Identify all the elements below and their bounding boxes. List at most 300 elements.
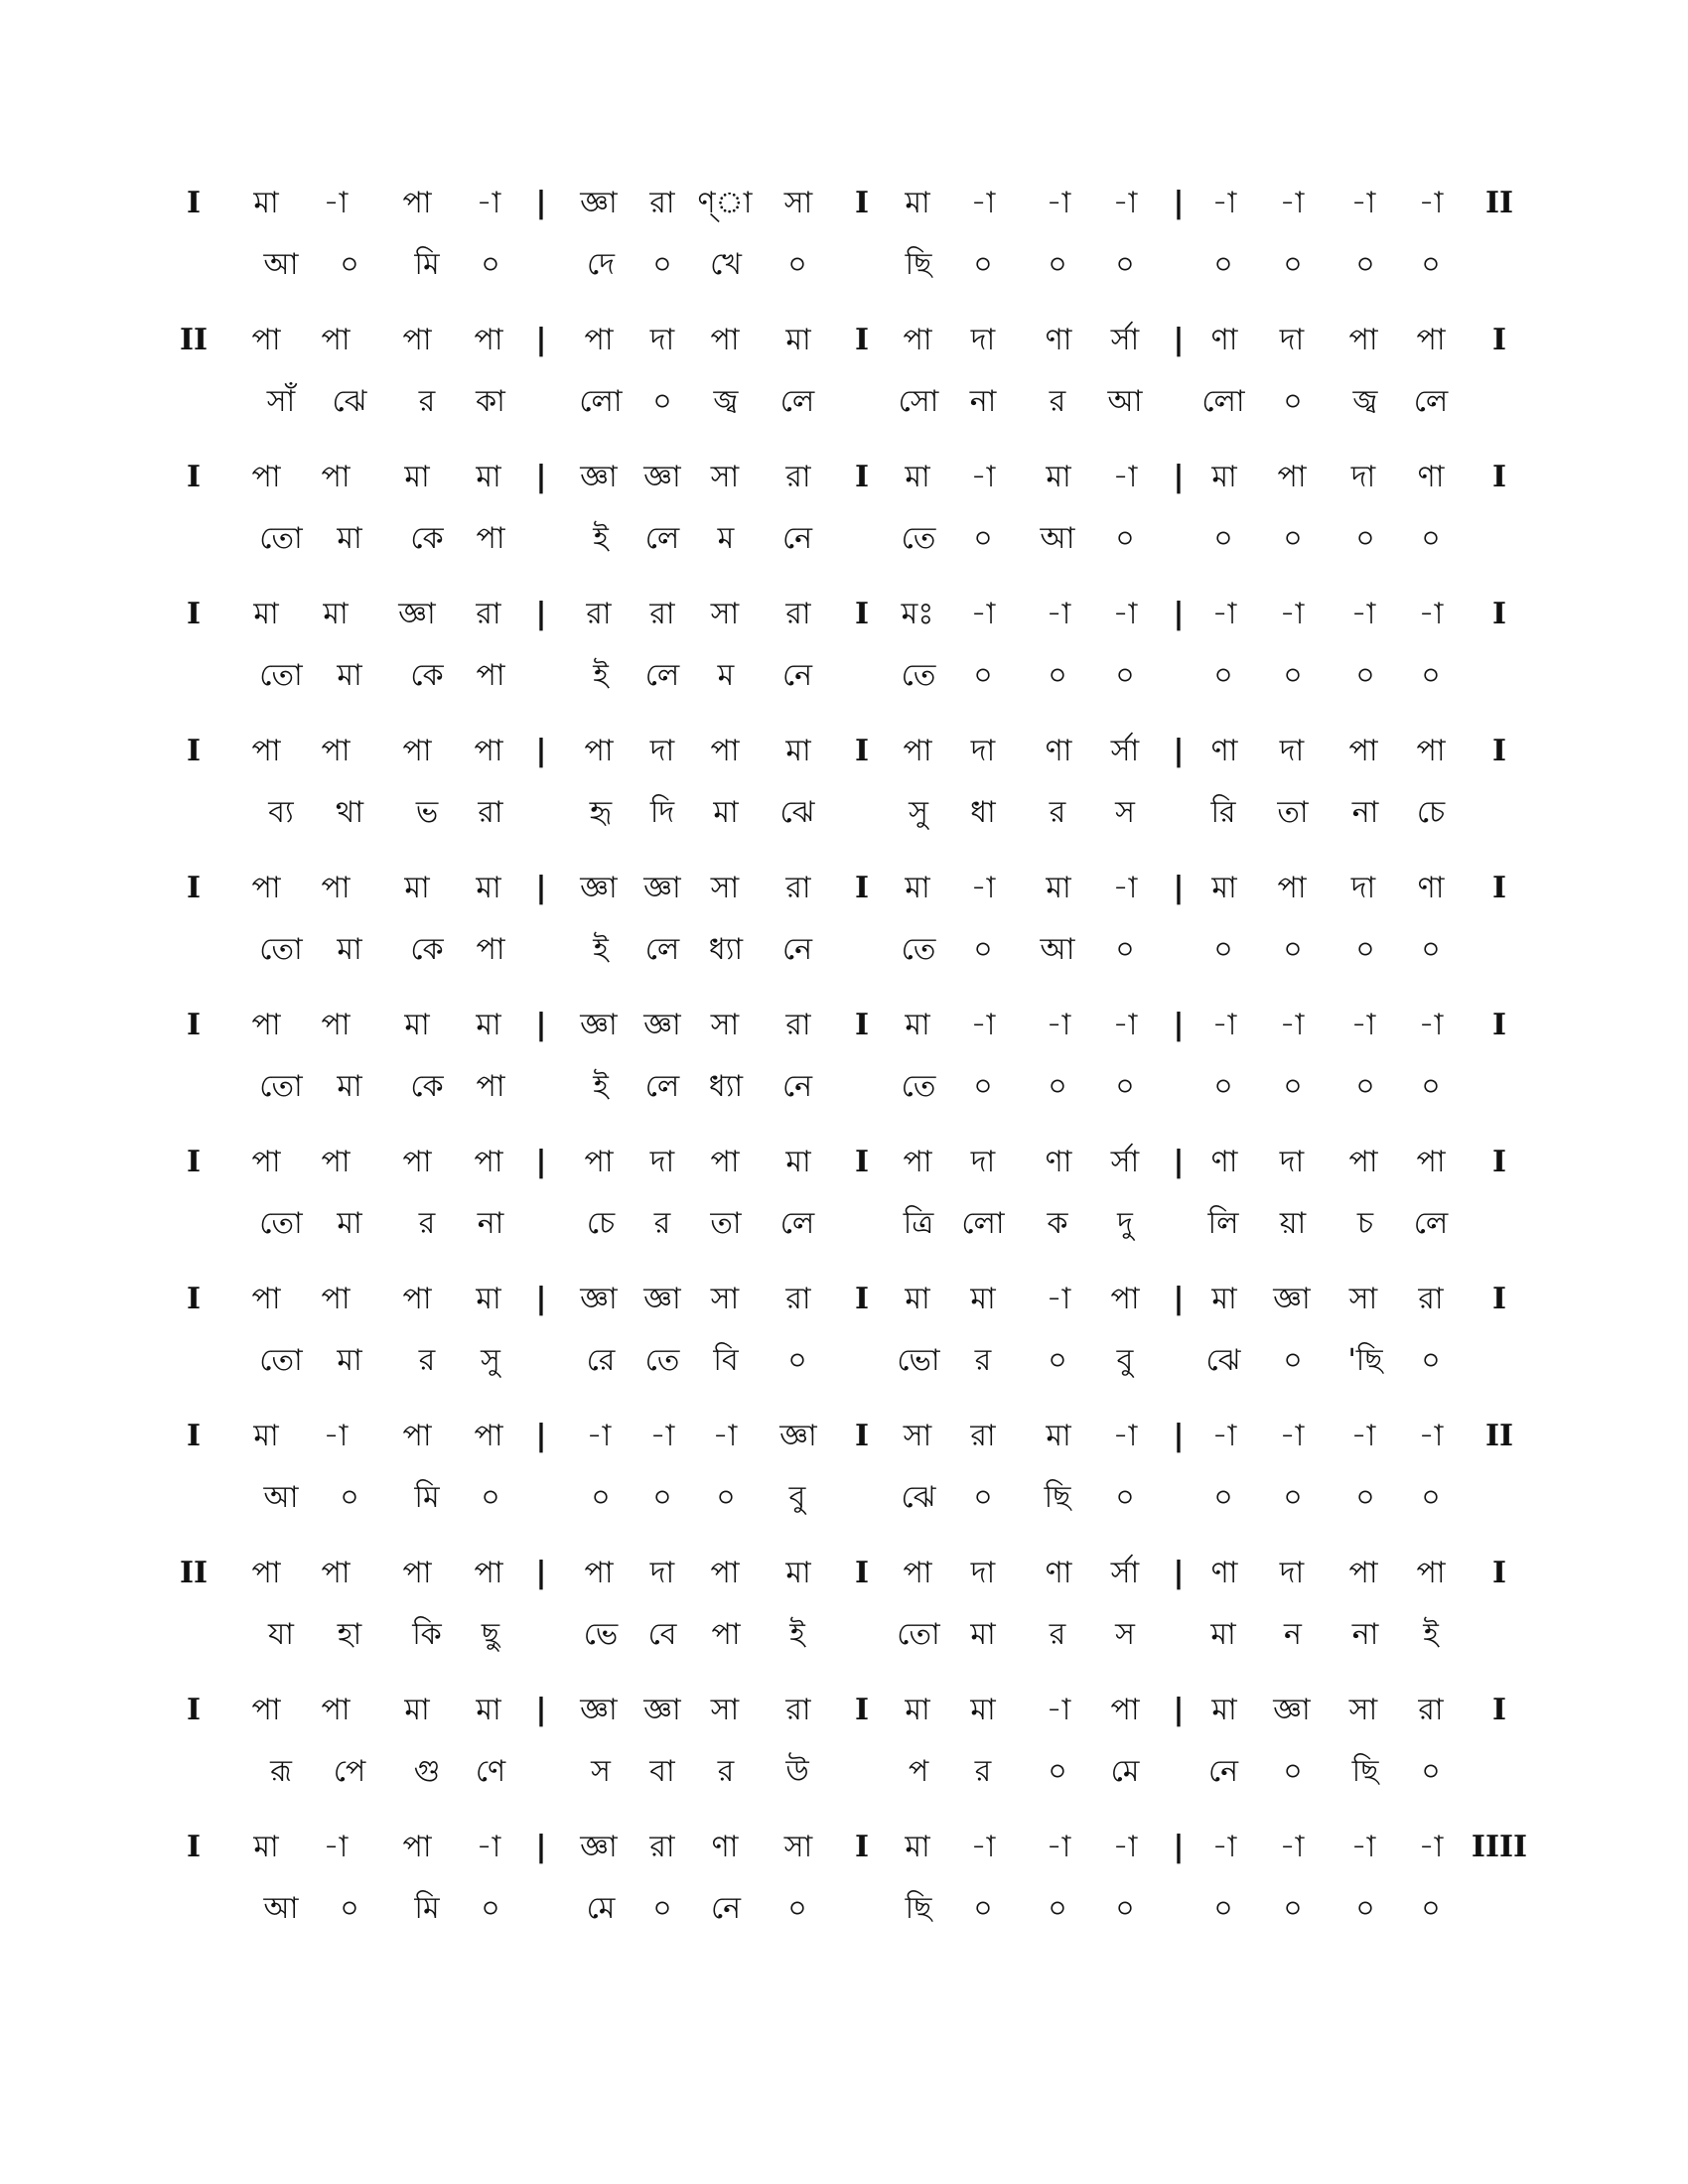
lyric-row: [0, 1204, 1688, 1244]
note: পা: [1416, 1556, 1446, 1590]
section-mark: I: [1491, 734, 1507, 768]
lyric-syllable: তে: [644, 1343, 680, 1378]
note: -া: [1112, 1419, 1138, 1453]
note: মা: [476, 1008, 501, 1042]
notation-row: [0, 1691, 1688, 1730]
lyric-row: [0, 1067, 1688, 1107]
section-mark: I: [854, 1419, 870, 1453]
note: পা: [903, 1145, 932, 1179]
note: মা: [785, 1145, 811, 1179]
section-mark: I: [1491, 597, 1507, 631]
lyric-syllable: লো: [1201, 384, 1245, 419]
note: জ্ঞা: [779, 1419, 817, 1453]
note: সা: [710, 1693, 740, 1727]
lyric-syllable: চে: [1416, 795, 1446, 830]
lyric-syllable: ০: [1213, 932, 1233, 967]
note: পা: [710, 1145, 740, 1179]
note: -া: [1418, 597, 1444, 631]
note: পা: [474, 1556, 503, 1590]
note: পা: [251, 323, 281, 357]
lyric-syllable: ০: [1283, 1480, 1303, 1515]
note: -া: [1112, 460, 1138, 494]
note: -া: [1418, 186, 1444, 220]
lyric-syllable: মা: [337, 1069, 362, 1104]
lyric-syllable: মে: [586, 1891, 616, 1926]
note: পা: [402, 734, 432, 768]
note: রা: [649, 186, 675, 220]
note: -া: [970, 1008, 996, 1042]
section-mark: I: [854, 597, 870, 631]
note: -া: [1112, 1830, 1138, 1864]
lyric-syllable: ০: [1115, 1480, 1135, 1515]
lyric-syllable: রে: [586, 1343, 616, 1378]
lyric-syllable: না: [969, 384, 997, 419]
note: ণা: [1417, 871, 1445, 905]
note: জ্ঞা: [580, 1282, 618, 1316]
lyric-syllable: মা: [337, 1343, 362, 1378]
note: মা: [404, 460, 430, 494]
lyric-syllable: ধা: [970, 795, 996, 830]
note: রা: [586, 597, 612, 631]
lyric-syllable: ০: [1213, 1891, 1233, 1926]
lyric-syllable: মি: [414, 1480, 440, 1515]
lyric-syllable: ০: [340, 1891, 359, 1926]
note: ণা: [1045, 1556, 1072, 1590]
lyric-syllable: আ: [1107, 384, 1143, 419]
note: মা: [1211, 1282, 1237, 1316]
lyric-syllable: ০: [1213, 1480, 1233, 1515]
lyric-syllable: মা: [337, 932, 362, 967]
lyric-syllable: ০: [1355, 1069, 1375, 1104]
bar-divider: |: [1173, 1556, 1185, 1590]
note: মা: [1211, 871, 1237, 905]
note: পা: [321, 1008, 351, 1042]
lyric-syllable: লে: [779, 384, 815, 419]
note: পা: [321, 1282, 351, 1316]
note: মা: [1046, 460, 1071, 494]
note: দা: [970, 1145, 996, 1179]
note: সা: [1348, 1282, 1378, 1316]
lyric-row: [0, 519, 1688, 559]
note: ণা: [711, 1830, 739, 1864]
section-mark: I: [854, 1008, 870, 1042]
note: পা: [1110, 1693, 1140, 1727]
bar-divider: |: [535, 323, 547, 357]
lyric-syllable: স: [1115, 1617, 1135, 1652]
note: পা: [584, 1145, 614, 1179]
note: দা: [970, 1556, 996, 1590]
lyric-syllable: ০: [1355, 247, 1375, 282]
section-mark: I: [854, 186, 870, 220]
lyric-syllable: ঝে: [901, 1480, 936, 1515]
lyric-syllable: ০: [1283, 658, 1303, 693]
section-mark: II: [1484, 1419, 1514, 1453]
lyric-syllable: র: [1049, 1617, 1066, 1652]
lyric-syllable: 'ছি: [1347, 1343, 1383, 1378]
lyric-syllable: হা: [337, 1617, 362, 1652]
lyric-row: [0, 1478, 1688, 1518]
lyric-syllable: না: [1351, 1617, 1379, 1652]
lyric-syllable: না: [1351, 795, 1379, 830]
section-mark: I: [854, 1556, 870, 1590]
note: -া: [1350, 186, 1376, 220]
notation-row: [0, 1280, 1688, 1319]
lyric-syllable: দে: [587, 247, 615, 282]
note: রা: [649, 1830, 675, 1864]
lyric-syllable: ভ: [415, 795, 439, 830]
lyric-syllable: মা: [337, 658, 362, 693]
note: রা: [476, 597, 501, 631]
note: -া: [1279, 597, 1305, 631]
note: -া: [970, 1830, 996, 1864]
lyric-syllable: সাঁ: [266, 384, 296, 419]
bar-divider: |: [535, 1008, 547, 1042]
lyric-syllable: জ্ব: [713, 384, 739, 419]
note: পা: [251, 1556, 281, 1590]
lyric-row: [0, 1341, 1688, 1381]
note: মা: [323, 597, 349, 631]
note: পা: [251, 460, 281, 494]
lyric-syllable: রূ: [270, 1754, 292, 1789]
section-mark: II: [179, 323, 209, 357]
note: পা: [1277, 460, 1307, 494]
lyric-syllable: পে: [333, 1754, 366, 1789]
lyric-syllable: হৃ: [589, 795, 613, 830]
note: রা: [785, 1693, 811, 1727]
note: মা: [253, 597, 279, 631]
note: পা: [1416, 1145, 1446, 1179]
lyric-syllable: ০: [1048, 658, 1067, 693]
note: পা: [321, 734, 351, 768]
section-mark: I: [1491, 1008, 1507, 1042]
note: সা: [783, 186, 813, 220]
lyric-syllable: ০: [1283, 932, 1303, 967]
lyric-syllable: থা: [335, 795, 364, 830]
section-mark: I: [186, 1693, 202, 1727]
section-mark: I: [186, 1145, 202, 1179]
note: মা: [253, 1419, 279, 1453]
lyric-syllable: ০: [1421, 1891, 1441, 1926]
notation-row: [0, 1828, 1688, 1867]
note: জ্ঞা: [580, 186, 618, 220]
note: জ্ঞা: [398, 597, 436, 631]
note: মা: [1046, 1419, 1071, 1453]
section-mark: I: [1491, 460, 1507, 494]
bar-divider: |: [1173, 460, 1185, 494]
note: মা: [905, 871, 930, 905]
note: পা: [321, 1556, 351, 1590]
lyric-syllable: ০: [652, 1480, 672, 1515]
lyric-syllable: য়া: [1279, 1206, 1307, 1241]
bar-divider: |: [535, 186, 547, 220]
lyric-syllable: ০: [1355, 1891, 1375, 1926]
lyric-syllable: কে: [410, 932, 444, 967]
lyric-syllable: ০: [1048, 1069, 1067, 1104]
bar-divider: |: [535, 871, 547, 905]
lyric-syllable: ০: [340, 247, 359, 282]
lyric-syllable: ০: [1421, 1343, 1441, 1378]
lyric-syllable: ০: [1115, 658, 1135, 693]
note: -া: [1211, 1008, 1237, 1042]
lyric-syllable: ০: [1115, 932, 1135, 967]
lyric-syllable: ই: [789, 1617, 805, 1652]
note: ণা: [1417, 460, 1445, 494]
note: মা: [1211, 460, 1237, 494]
lyric-syllable: ০: [481, 1480, 500, 1515]
lyric-syllable: ০: [716, 1480, 736, 1515]
note: পা: [474, 323, 503, 357]
note: পা: [402, 1282, 432, 1316]
note: পা: [251, 871, 281, 905]
lyric-syllable: লি: [1207, 1206, 1239, 1241]
lyric-syllable: কে: [410, 658, 444, 693]
note: পা: [584, 734, 614, 768]
lyric-syllable: ০: [787, 1891, 807, 1926]
lyric-syllable: ০: [1213, 658, 1233, 693]
note: মা: [785, 1556, 811, 1590]
note: সা: [710, 460, 740, 494]
lyric-syllable: বা: [649, 1754, 675, 1789]
section-mark: II: [179, 1556, 209, 1590]
note: ণা: [1210, 734, 1238, 768]
lyric-syllable: না: [477, 1206, 504, 1241]
lyric-syllable: তা: [710, 1206, 742, 1241]
lyric-row: [0, 382, 1688, 422]
note: সা: [903, 1419, 932, 1453]
lyric-syllable: আ: [1040, 521, 1075, 556]
note: পা: [321, 1145, 351, 1179]
lyric-syllable: কি: [412, 1617, 442, 1652]
section-mark: I: [1491, 1145, 1507, 1179]
note: -া: [970, 186, 996, 220]
lyric-syllable: বু: [788, 1480, 806, 1515]
lyric-syllable: তো: [259, 1343, 303, 1378]
lyric-syllable: লো: [961, 1206, 1005, 1241]
lyric-syllable: ০: [1213, 521, 1233, 556]
lyric-syllable: র: [717, 1754, 735, 1789]
lyric-syllable: চে: [586, 1206, 616, 1241]
note: -া: [970, 597, 996, 631]
lyric-syllable: ০: [1283, 521, 1303, 556]
note: -া: [1279, 1008, 1305, 1042]
note: দা: [1279, 1145, 1305, 1179]
note: ণা: [1210, 323, 1238, 357]
notation-row: [0, 1554, 1688, 1593]
lyric-syllable: ধ্যা: [708, 932, 744, 967]
lyric-syllable: পা: [476, 932, 505, 967]
note: পা: [402, 1830, 432, 1864]
lyric-syllable: ০: [1283, 1069, 1303, 1104]
lyric-row: [0, 1889, 1688, 1929]
note: মা: [404, 871, 430, 905]
section-mark: I: [186, 734, 202, 768]
section-mark: I: [854, 460, 870, 494]
section-mark: II: [1484, 186, 1514, 220]
lyric-syllable: ০: [1115, 1069, 1135, 1104]
note: -া: [1046, 1830, 1071, 1864]
note: পা: [321, 871, 351, 905]
note: -া: [1112, 871, 1138, 905]
note: দা: [1279, 323, 1305, 357]
note: মা: [905, 1008, 930, 1042]
note: মা: [970, 1693, 996, 1727]
lyric-syllable: ০: [787, 1343, 807, 1378]
lyric-syllable: ০: [1283, 247, 1303, 282]
lyric-syllable: বু: [1116, 1343, 1134, 1378]
lyric-syllable: তে: [901, 521, 936, 556]
lyric-syllable: মা: [337, 1206, 362, 1241]
lyric-syllable: র: [418, 384, 436, 419]
lyric-syllable: তো: [259, 1069, 303, 1104]
note: সা: [1348, 1693, 1378, 1727]
note: ণা: [1210, 1556, 1238, 1590]
note: পা: [474, 734, 503, 768]
note: পা: [402, 1556, 432, 1590]
lyric-syllable: ০: [1283, 1891, 1303, 1926]
note: র্সা: [1110, 734, 1140, 768]
lyric-syllable: লে: [1413, 1206, 1449, 1241]
lyric-syllable: ০: [1115, 521, 1135, 556]
lyric-syllable: কে: [410, 521, 444, 556]
note: রা: [785, 597, 811, 631]
bar-divider: |: [535, 1830, 547, 1864]
note: মা: [253, 186, 279, 220]
note: পা: [903, 323, 932, 357]
note: পা: [710, 323, 740, 357]
lyric-syllable: ০: [1283, 384, 1303, 419]
section-mark: I: [186, 1282, 202, 1316]
note: পা: [1348, 323, 1378, 357]
bar-divider: |: [1173, 186, 1185, 220]
note: পা: [251, 734, 281, 768]
note: জ্ঞা: [580, 460, 618, 494]
lyric-syllable: আ: [1040, 932, 1075, 967]
lyric-syllable: ০: [652, 1891, 672, 1926]
note: পা: [474, 1145, 503, 1179]
lyric-syllable: ঝে: [779, 795, 815, 830]
lyric-syllable: লো: [579, 384, 623, 419]
note: পা: [903, 1556, 932, 1590]
note: ণা: [1210, 1145, 1238, 1179]
note: পা: [402, 323, 432, 357]
note: জ্ঞা: [580, 871, 618, 905]
note: -া: [1279, 1419, 1305, 1453]
note: -া: [586, 1419, 612, 1453]
section-mark: I: [1491, 871, 1507, 905]
lyric-syllable: ০: [1115, 247, 1135, 282]
note: পা: [402, 1419, 432, 1453]
lyric-syllable: ০: [652, 247, 672, 282]
lyric-syllable: লে: [644, 521, 680, 556]
note: জ্ঞা: [1273, 1282, 1311, 1316]
notation-row: [0, 321, 1688, 360]
lyric-syllable: ভো: [897, 1343, 940, 1378]
lyric-syllable: ০: [787, 247, 807, 282]
lyric-syllable: ণে: [475, 1754, 506, 1789]
lyric-syllable: চ: [1356, 1206, 1374, 1241]
note: -া: [476, 186, 501, 220]
section-mark: I: [186, 460, 202, 494]
lyric-syllable: মি: [414, 1891, 440, 1926]
lyric-syllable: ০: [973, 1480, 993, 1515]
lyric-syllable: র: [1049, 795, 1066, 830]
lyric-syllable: ০: [1115, 1891, 1135, 1926]
note: -া: [1418, 1419, 1444, 1453]
lyric-syllable: নে: [781, 658, 813, 693]
lyric-syllable: প: [908, 1754, 929, 1789]
section-mark: I: [186, 1419, 202, 1453]
lyric-syllable: লে: [644, 1069, 680, 1104]
lyric-syllable: গু: [413, 1754, 441, 1789]
lyric-syllable: মা: [713, 795, 739, 830]
bar-divider: |: [535, 1419, 547, 1453]
lyric-syllable: ০: [1421, 1069, 1441, 1104]
note: পা: [710, 1556, 740, 1590]
note: ণা: [1045, 323, 1072, 357]
note: -া: [970, 460, 996, 494]
lyric-syllable: ০: [481, 1891, 500, 1926]
section-mark: I: [854, 1145, 870, 1179]
note: মা: [404, 1008, 430, 1042]
note: মা: [785, 734, 811, 768]
lyric-syllable: দু: [1117, 1206, 1133, 1241]
lyric-syllable: আ: [263, 1480, 299, 1515]
lyric-syllable: ০: [973, 247, 993, 282]
lyric-syllable: র: [974, 1343, 992, 1378]
lyric-syllable: ০: [591, 1480, 611, 1515]
note: মা: [476, 1282, 501, 1316]
note: পা: [1416, 734, 1446, 768]
note: পা: [402, 1145, 432, 1179]
bar-divider: |: [535, 460, 547, 494]
lyric-syllable: ই: [593, 658, 609, 693]
note: পা: [251, 1693, 281, 1727]
note: রা: [785, 1008, 811, 1042]
note: মা: [1211, 1693, 1237, 1727]
lyric-syllable: ০: [1421, 658, 1441, 693]
note: দা: [970, 734, 996, 768]
note: -া: [1112, 186, 1138, 220]
lyric-syllable: সো: [898, 384, 939, 419]
lyric-syllable: সু: [909, 795, 928, 830]
note: মা: [476, 1693, 501, 1727]
lyric-row: [0, 245, 1688, 285]
note: -া: [1350, 597, 1376, 631]
lyric-syllable: মা: [337, 521, 362, 556]
lyric-syllable: বি: [713, 1343, 739, 1378]
lyric-syllable: মা: [970, 1617, 996, 1652]
notation-row: [0, 184, 1688, 223]
note: জ্ঞা: [643, 1693, 681, 1727]
lyric-syllable: বে: [647, 1617, 677, 1652]
lyric-syllable: লে: [644, 658, 680, 693]
lyric-syllable: ই: [593, 1069, 609, 1104]
lyric-row: [0, 930, 1688, 970]
note: মা: [970, 1282, 996, 1316]
notation-row: [0, 1143, 1688, 1182]
lyric-syllable: ০: [1355, 521, 1375, 556]
lyric-syllable: ০: [481, 247, 500, 282]
note: রা: [785, 460, 811, 494]
note: মা: [404, 1693, 430, 1727]
lyric-syllable: ব্য: [268, 795, 294, 830]
note: -া: [649, 1419, 675, 1453]
note: -া: [1350, 1008, 1376, 1042]
bar-divider: |: [535, 734, 547, 768]
note: পা: [1416, 323, 1446, 357]
lyric-syllable: তো: [259, 932, 303, 967]
lyric-syllable: ০: [973, 932, 993, 967]
